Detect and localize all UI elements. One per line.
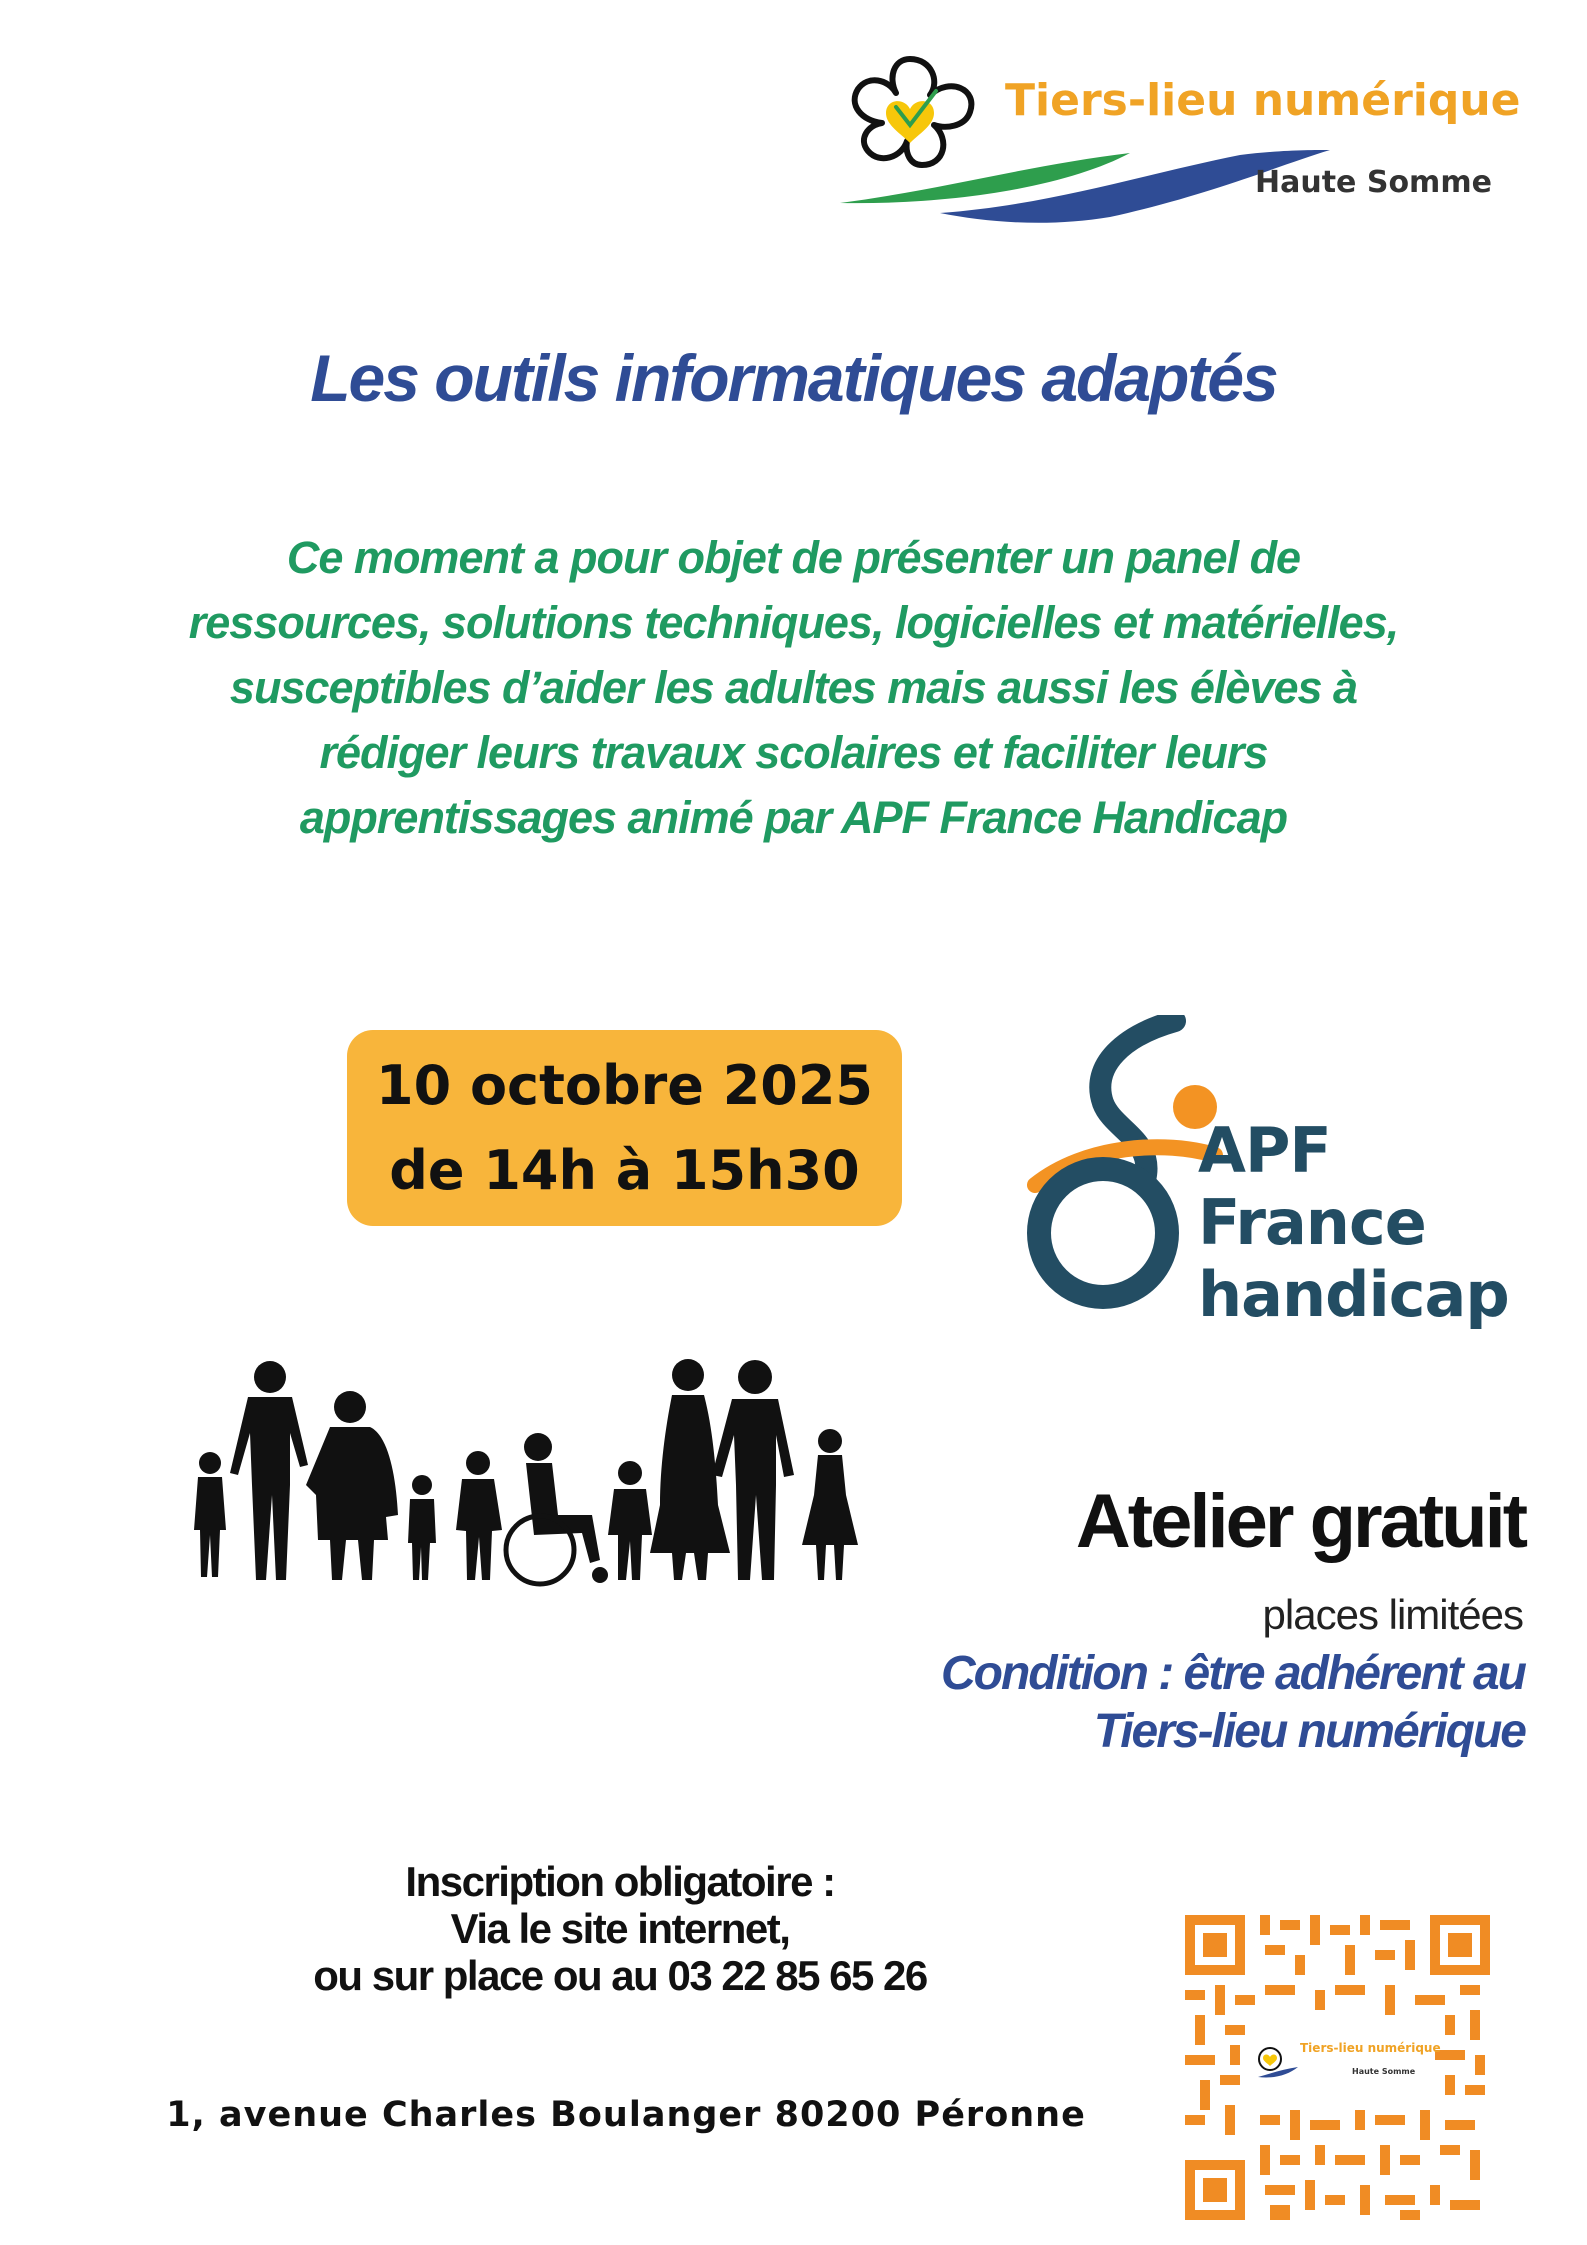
family-silhouettes	[190, 1355, 865, 1595]
tiers-lieu-logo	[810, 55, 1530, 225]
description	[60, 525, 1527, 850]
tiers-lieu-subtitle: Haute Somme	[1255, 165, 1492, 200]
inscription-line: ou sur place ou au 03 22 85 65 26	[313, 1952, 927, 1999]
event-time: de 14h à 15h30	[389, 1139, 860, 1202]
inscription-line: Inscription obligatoire :	[405, 1858, 835, 1905]
description-line: rédiger leurs travaux scolaires et faciliter leurs	[319, 727, 1268, 778]
inscription-info	[210, 1858, 1030, 1999]
description-line: ressources, solutions techniques, logicielles et matérielles,	[188, 597, 1399, 648]
workshop-condition	[760, 1645, 1525, 1761]
inscription-line: Via le site internet,	[450, 1905, 790, 1952]
description-line: apprentissages animé par APF France Handicap	[299, 792, 1288, 843]
address: 1, avenue Charles Boulanger 80200 Péronne	[166, 2095, 1086, 2135]
description-line: Ce moment a pour objet de présenter un panel de	[286, 532, 1301, 583]
apf-wordmark	[1198, 1115, 1509, 1331]
workshop-places: places limitées	[1262, 1591, 1523, 1638]
flower-heart-icon	[1254, 2043, 1302, 2083]
apf-logo	[1015, 1015, 1535, 1331]
condition-line: Tiers-lieu numérique	[1093, 1705, 1525, 1758]
qr-center-logo	[1252, 2033, 1441, 2099]
qr-logo-subtitle: Haute Somme	[1352, 2067, 1416, 2076]
condition-line: Condition : être adhérent au	[940, 1647, 1525, 1700]
event-date: 10 octobre 2025	[376, 1054, 873, 1117]
page-title: Les outils informatiques adaptés	[310, 341, 1277, 415]
tiers-lieu-name: Tiers-lieu numérique	[1005, 75, 1521, 126]
family-silhouettes-icon	[190, 1355, 865, 1595]
workshop-label: Atelier gratuit	[1075, 1479, 1525, 1564]
apf-line: handicap	[1198, 1258, 1509, 1331]
qr-logo-name: Tiers-lieu numérique	[1300, 2041, 1441, 2055]
qr-code[interactable]	[1185, 1915, 1490, 2220]
event-date-box	[347, 1030, 902, 1226]
description-line: susceptibles d’aider les adultes mais aussi les élèves à	[229, 662, 1358, 713]
apf-line: APF	[1198, 1114, 1331, 1187]
apf-line: France	[1198, 1186, 1426, 1259]
